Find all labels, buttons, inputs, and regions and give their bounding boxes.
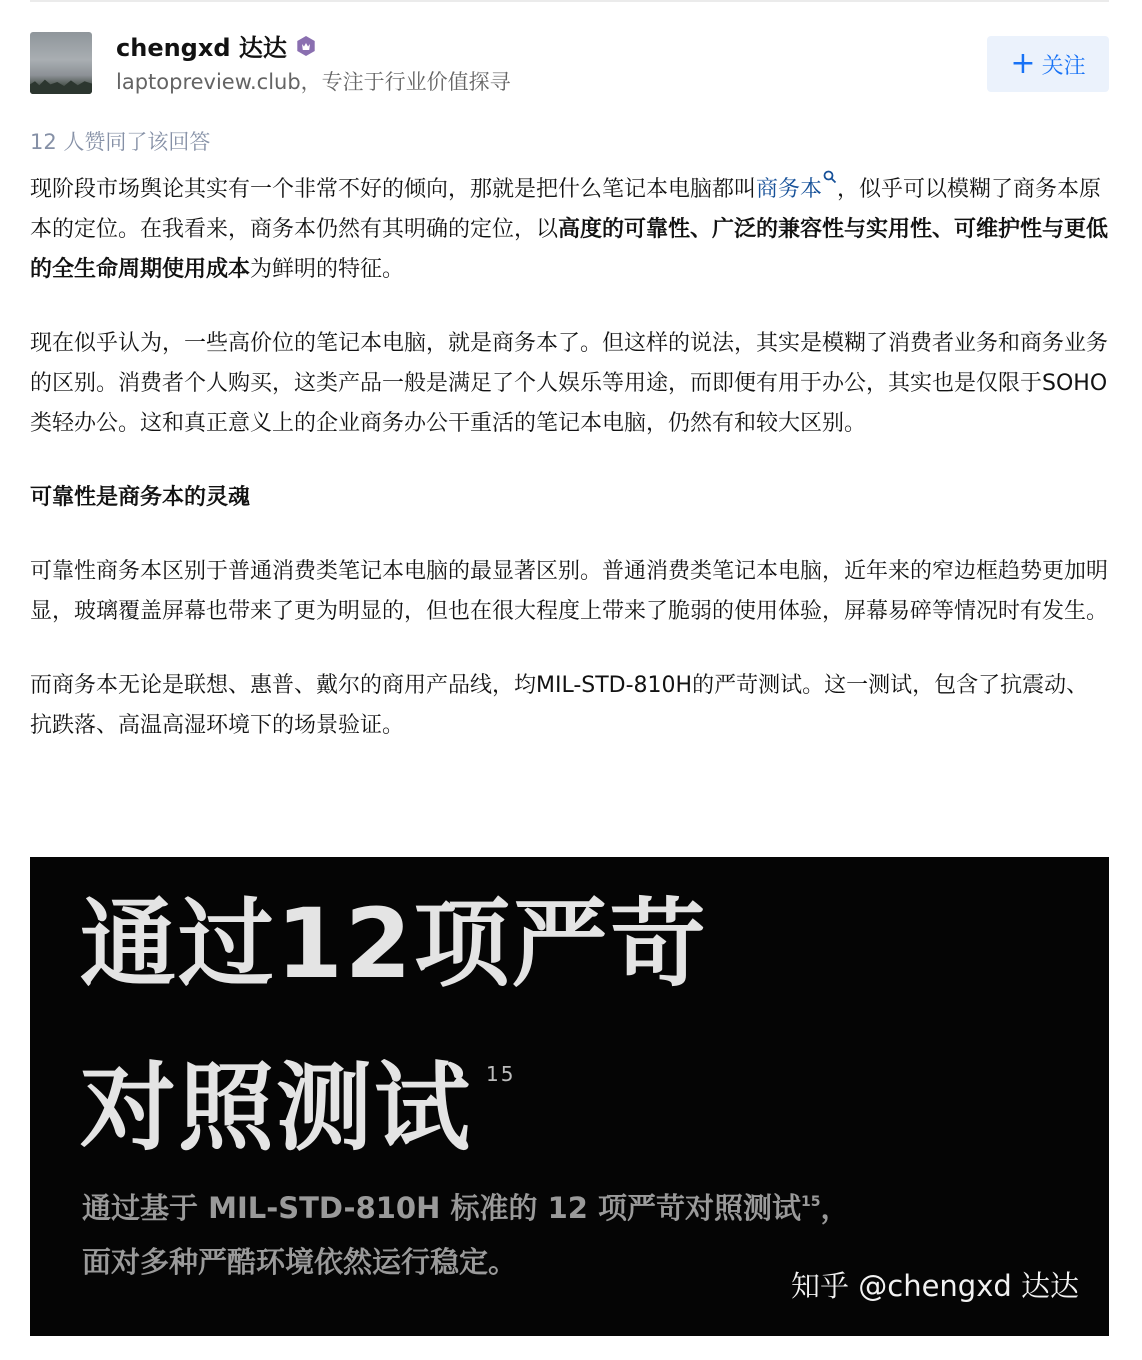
- image-title: 通过12项严苛 对照测试 $^{15}$: [80, 888, 708, 1164]
- follow-button[interactable]: [987, 36, 1109, 92]
- paragraph-1: 现阶段市场舆论其实有一个非常不好的倾向，那就是把什么笔记本电脑都叫商务本 ，似乎可以模糊了商务本原本的定位。在我看来，商务本仍然有其明确的定位，以高度的可靠性、广泛的兼容性与实用性、可维护性与更低的全生命周期使用成本为鲜明的特征。: [30, 170, 1110, 290]
- bold-text: 高度的可靠性、广泛的兼容性与实用性、可维护性与更低的全生命周期使用成本: [30, 217, 1109, 282]
- image-watermark: 知乎 @chengxd 达达: [791, 1269, 1079, 1303]
- follow-label: 关注: [1041, 53, 1086, 79]
- avatar[interactable]: [30, 32, 92, 94]
- paragraph-2: 现在似乎认为，一些高价位的笔记本电脑，就是商务本了。但这样的说法，其实是模糊了消费者业务和商务业务的区别。消费者个人购买，这类产品一般是满足了个人娱乐等用途，而即便有用于办公，其实也是仅限于SOHO类轻办公。这和真正意义上的企业商务办公干重活的笔记本电脑，仍然有和较大区别。: [30, 331, 1109, 436]
- paragraph-3: 可靠性商务本区别于普通消费类笔记本电脑的最显著区别。普通消费类笔记本电脑，近年来的窄边框趋势更加明显，玻璃覆盖屏幕也带来了更为明显的，但也在很大程度上带来了脆弱的使用体验，屏幕易碎等情况时有发生。: [30, 559, 1109, 624]
- plus-icon: +: [1010, 46, 1036, 81]
- search-icon: [823, 170, 837, 184]
- vote-count: 12 人赞同了该回答: [30, 130, 211, 154]
- section-heading: 可靠性是商务本的灵魂: [30, 485, 251, 510]
- answer-content: [30, 170, 1110, 780]
- author-name[interactable]: [116, 28, 317, 63]
- content-image[interactable]: [30, 857, 1109, 1336]
- author-bio: laptopreview.club，专注于行业价值探寻: [116, 70, 511, 94]
- top-divider: [30, 0, 1109, 2]
- paragraph-4: 而商务本无论是联想、惠普、戴尔的商用产品线，均MIL-STD-810H的严苛测试。这一测试，包含了抗震动、抗跌落、高温高湿环境下的场景验证。: [30, 673, 1089, 738]
- image-subtitle: 通过基于 MIL-STD-810H 标准的 12 项严苛对照测试$^{15}$， 面对多种严酷环境依然运行稳定。: [82, 1191, 850, 1279]
- author-name-text[interactable]: chengxd 达达: [116, 34, 287, 62]
- verified-badge-icon: [295, 35, 317, 57]
- keyword-link[interactable]: 商务本: [756, 177, 837, 202]
